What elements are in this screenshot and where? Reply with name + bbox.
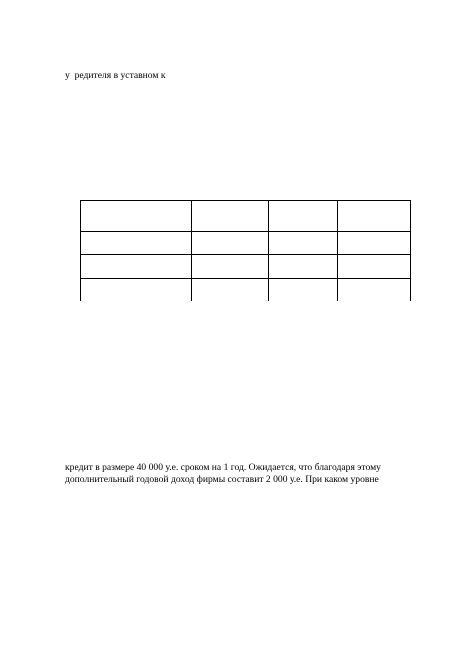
text-fragment-bottom-2: дополнительный годовой доход фирмы составит 2 000 у.е. При каком уровне	[65, 474, 379, 485]
table-grid	[80, 200, 411, 301]
text-fragment-bottom-1: кредит в размере 40 000 у.е. сроком на 1 год. Ожидается, что благодаря этому	[65, 462, 381, 473]
empty-table	[80, 200, 411, 301]
text-fragment-top: у редителя в уставном к	[65, 70, 166, 81]
